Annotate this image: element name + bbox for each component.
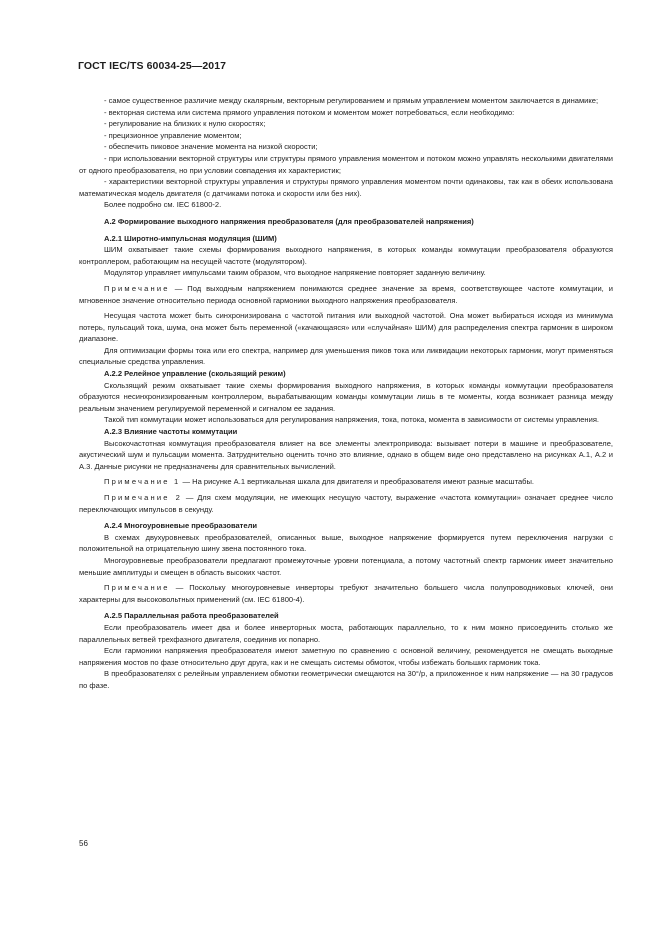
paragraph: Модулятор управляет импульсами таким образом, что выходное напряжение повторяет заданную величину. [104, 268, 486, 278]
subsection-heading: А.2.4 Многоуровневые преобразователи [104, 521, 258, 531]
note [79, 283, 613, 306]
note-label: Примечание [104, 583, 170, 593]
note-text: — Поскольку многоуровневые инверторы требуют значительно большего числа полупроводниковых ключей, они характерны для высоковольтных применений (см. IEC 61800-4). [79, 583, 613, 604]
note [79, 492, 613, 515]
list-item: - регулирование на близких к нулю скоростях; [104, 119, 266, 129]
subsection-heading: А.2.3 Влияние частоты коммутации [104, 427, 238, 437]
note [79, 582, 613, 605]
paragraph: Многоуровневые преобразователи предлагают промежуточные уровни потенциала, а потому частотный спектр гармоник имеет значительно меньшие амплитуды и смещен в область высоких частот. [79, 555, 613, 577]
note-text: — На рисунке А.1 вертикальная шкала для двигателя и преобразователя имеют разные масштабы. [180, 477, 535, 487]
paragraph: - векторная система или система прямого управления потоком и моментом может потребоваться, если необходимо: [104, 107, 515, 117]
paragraph: Такой тип коммутации может использоваться для регулирования напряжения, тока, потока, момента в зависимости от системы управления. [104, 415, 599, 425]
paragraph: ШИМ охватывает такие схемы формирования выходного напряжения, в которых команды коммутации преобразователя образуются контроллером, работающим на несущей частоте (модулятором). [79, 245, 613, 266]
subsection-heading: А.2.5 Параллельная работа преобразователей [104, 611, 279, 621]
paragraph: - при использовании векторной структуры или структуры прямого управления моментом и потоком можно управлять несколькими двигателями от одного преобразователя, но при условии совпадения их характеристик; [79, 153, 613, 175]
paragraph: Если гармоники напряжения преобразователя имеют заметную по сравнению с основной величину, рекомендуется не смещать выходные напряжения мостов по фазе относительно друг друга, как и не смещать системы обмоток, чтобы избежать больших гармоник тока. [79, 646, 613, 667]
note-label: Примечание 2 [104, 493, 183, 502]
page-number: 56 [79, 839, 88, 848]
document-body [79, 95, 613, 692]
note-label: Примечание 1 [104, 477, 181, 487]
note-text: — Под выходным напряжением понимаются среднее значение за время, соответствующее частоте коммутации, и мгновенное значение относительно периода основной гармоники выходного напряжения преобразователя. [79, 283, 613, 305]
paragraph: Несущая частота может быть синхронизирована с частотой питания или выходной частотой. Она может выбираться исходя из минимума потерь, пульсаций тока, шума, она может быть переменной («качающаяся» или «случайная» ШИМ) для распределения спектра гармоник в широком диапазоне. [79, 311, 613, 344]
section-heading: А.2 Формирование выходного напряжения преобразователя (для преобразователей напряжения) [104, 216, 474, 226]
paragraph: Скользящий режим охватывает такие схемы формирования выходного напряжения, в которых команды коммутации преобразователя образуются несинхронизированным контроллером, вырабатывающим команды коммутации лишь в те моменты, когда возникает разница между реальным значением регулируемой переменной и сигналом ее задания. [79, 380, 613, 413]
subsection-heading: А.2.1 Широтно-импульсная модуляция (ШИМ) [104, 233, 277, 243]
list-item: - прецизионное управление моментом; [104, 130, 242, 140]
paragraph: В схемах двухуровневых преобразователей, описанных выше, выходное напряжение формируется путем переключения нагрузки с положительной на отрицательную шину звена постоянного тока. [79, 532, 613, 554]
paragraph: Для оптимизации формы тока или его спектра, например для уменьшения пиков тока или ликвидации некоторых гармоник, могут применяться специальные средства управления. [79, 345, 613, 367]
document-header: ГОСТ IEC/TS 60034-25—2017 [78, 60, 227, 72]
paragraph: Высокочастотная коммутация преобразователя влияет на все элементы электропривода: вызывает потери в машине и преобразователе, акустический шум и пульсации момента. Затруднительно оценить точно это влияние, однако в общем виде оно представлено на рисунках А.1, А.2 и А.3. Данные рисунки не предназначены для сравнительных вычислений. [79, 438, 613, 471]
note [79, 476, 613, 488]
subsection-heading: А.2.2 Релейное управление (скользящий режим) [104, 369, 286, 379]
note-label: Примечание [104, 283, 170, 293]
note-text: — Для схем модуляции, не имеющих несущую частоту, выражение «частота коммутации» означает среднее число переключающих импульсов в секунду. [79, 493, 613, 514]
paragraph: Если преобразователь имеет два и более инверторных моста, работающих параллельно, то к ним можно присоединить столько же параллельных ветвей трехфазного двигателя, соединив их попарно. [79, 622, 613, 644]
paragraph: В преобразователях с релейным управлением обмотки геометрически смещаются на 30°/р, а приложенное к ним напряжение — на 30 градусов по фазе. [79, 669, 613, 690]
paragraph: - самое существенное различие между скалярным, векторным регулированием и прямым управлением моментом заключается в динамике; [104, 96, 599, 105]
paragraph: - характеристики векторной структуры управления и структуры прямого управления моментом почти одинаковы, так как в обеих использована математическая модель двигателя (с датчиками потока и скорости или без них). [79, 177, 613, 198]
paragraph: Более подробно см. IEC 61800-2. [104, 200, 222, 210]
list-item: - обеспечить пиковое значение момента на низкой скорости; [104, 142, 318, 152]
